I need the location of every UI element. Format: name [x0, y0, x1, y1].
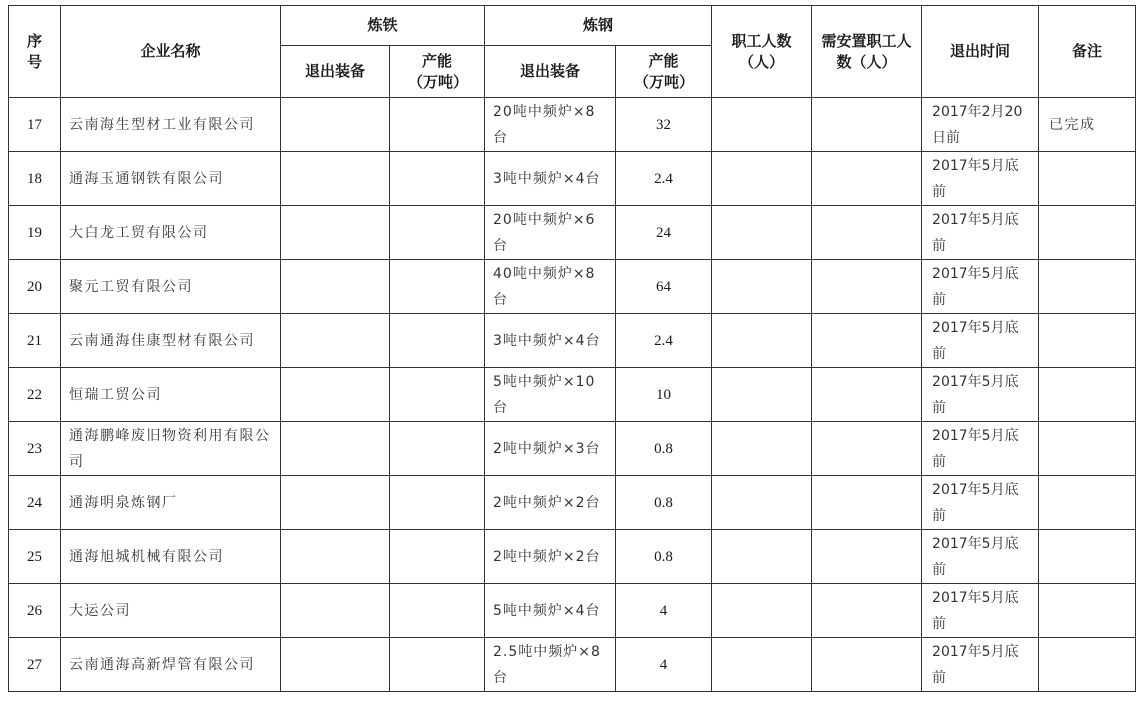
cell-iron-equipment	[281, 368, 390, 422]
cell-steel-capacity: 32	[616, 98, 712, 152]
cell-seq: 23	[9, 422, 61, 476]
table-row	[9, 152, 1136, 206]
cell-resettle	[812, 314, 922, 368]
cell-company: 大运公司	[61, 584, 281, 638]
cell-seq: 20	[9, 260, 61, 314]
cell-workers	[712, 584, 812, 638]
cell-iron-equipment	[281, 638, 390, 692]
cell-workers	[712, 638, 812, 692]
cell-steel-capacity: 0.8	[616, 476, 712, 530]
cell-resettle	[812, 584, 922, 638]
cell-remarks	[1039, 584, 1136, 638]
table-row	[9, 206, 1136, 260]
cell-seq: 21	[9, 314, 61, 368]
cell-resettle	[812, 152, 922, 206]
cell-remarks	[1039, 260, 1136, 314]
cell-exit-time: 2017年5月底前	[922, 422, 1039, 476]
header-seq: 序号	[9, 6, 61, 98]
cell-company: 大白龙工贸有限公司	[61, 206, 281, 260]
cell-exit-time: 2017年5月底前	[922, 206, 1039, 260]
cell-workers	[712, 476, 812, 530]
cell-steel-capacity: 0.8	[616, 422, 712, 476]
cell-seq: 22	[9, 368, 61, 422]
table-row	[9, 584, 1136, 638]
cell-steel-equipment: 5吨中频炉×4台	[485, 584, 616, 638]
cell-steel-equipment: 20吨中频炉×8台	[485, 98, 616, 152]
cell-exit-time: 2017年5月底前	[922, 260, 1039, 314]
cell-exit-time: 2017年5月底前	[922, 368, 1039, 422]
cell-exit-time: 2017年5月底前	[922, 584, 1039, 638]
steel-capacity-exit-table	[8, 5, 1136, 692]
header-row-1	[9, 6, 1136, 46]
cell-iron-equipment	[281, 530, 390, 584]
cell-remarks	[1039, 530, 1136, 584]
cell-iron-capacity	[390, 260, 485, 314]
cell-resettle	[812, 260, 922, 314]
table-row	[9, 260, 1136, 314]
cell-company: 通海明泉炼钢厂	[61, 476, 281, 530]
cell-seq: 26	[9, 584, 61, 638]
table-row	[9, 530, 1136, 584]
cell-iron-equipment	[281, 422, 390, 476]
header-workers: 职工人数（人）	[712, 6, 812, 98]
cell-exit-time: 2017年5月底前	[922, 476, 1039, 530]
cell-remarks: 已完成	[1039, 98, 1136, 152]
cell-iron-capacity	[390, 152, 485, 206]
cell-steel-capacity: 24	[616, 206, 712, 260]
table-row	[9, 422, 1136, 476]
cell-workers	[712, 314, 812, 368]
cell-remarks	[1039, 206, 1136, 260]
cell-company: 恒瑞工贸公司	[61, 368, 281, 422]
cell-seq: 25	[9, 530, 61, 584]
table-row	[9, 98, 1136, 152]
cell-iron-equipment	[281, 314, 390, 368]
cell-steel-equipment: 40吨中频炉×8台	[485, 260, 616, 314]
cell-steel-equipment: 3吨中频炉×4台	[485, 314, 616, 368]
cell-remarks	[1039, 476, 1136, 530]
table-row	[9, 476, 1136, 530]
cell-iron-capacity	[390, 368, 485, 422]
cell-resettle	[812, 98, 922, 152]
cell-iron-capacity	[390, 530, 485, 584]
cell-resettle	[812, 530, 922, 584]
cell-steel-equipment: 5吨中频炉×10台	[485, 368, 616, 422]
cell-exit-time: 2017年5月底前	[922, 314, 1039, 368]
cell-steel-equipment: 3吨中频炉×4台	[485, 152, 616, 206]
cell-company: 云南海生型材工业有限公司	[61, 98, 281, 152]
cell-workers	[712, 422, 812, 476]
cell-iron-equipment	[281, 260, 390, 314]
table-row	[9, 368, 1136, 422]
cell-iron-capacity	[390, 422, 485, 476]
cell-workers	[712, 368, 812, 422]
cell-iron-capacity	[390, 206, 485, 260]
cell-workers	[712, 206, 812, 260]
cell-exit-time: 2017年5月底前	[922, 530, 1039, 584]
cell-steel-capacity: 10	[616, 368, 712, 422]
cell-steel-equipment: 2吨中频炉×3台	[485, 422, 616, 476]
header-remarks: 备注	[1039, 6, 1136, 98]
cell-steel-equipment: 2吨中频炉×2台	[485, 476, 616, 530]
cell-workers	[712, 260, 812, 314]
cell-resettle	[812, 476, 922, 530]
cell-workers	[712, 98, 812, 152]
header-company: 企业名称	[61, 6, 281, 98]
cell-company: 通海旭城机械有限公司	[61, 530, 281, 584]
cell-iron-equipment	[281, 98, 390, 152]
header-resettle: 需安置职工人数（人）	[812, 6, 922, 98]
cell-iron-capacity	[390, 98, 485, 152]
header-steel-capacity: 产能（万吨）	[616, 46, 712, 98]
header-iron-equipment: 退出装备	[281, 46, 390, 98]
table-row	[9, 638, 1136, 692]
cell-iron-capacity	[390, 476, 485, 530]
cell-steel-equipment: 20吨中频炉×6台	[485, 206, 616, 260]
cell-company: 通海鹏峰废旧物资利用有限公司	[61, 422, 281, 476]
cell-seq: 24	[9, 476, 61, 530]
cell-seq: 18	[9, 152, 61, 206]
cell-iron-equipment	[281, 584, 390, 638]
cell-remarks	[1039, 368, 1136, 422]
cell-steel-capacity: 4	[616, 638, 712, 692]
cell-workers	[712, 530, 812, 584]
cell-steel-capacity: 0.8	[616, 530, 712, 584]
cell-exit-time: 2017年2月20日前	[922, 98, 1039, 152]
cell-steel-capacity: 2.4	[616, 314, 712, 368]
cell-steel-equipment: 2.5吨中频炉×8台	[485, 638, 616, 692]
cell-iron-capacity	[390, 638, 485, 692]
header-iron-capacity: 产能（万吨）	[390, 46, 485, 98]
cell-steel-capacity: 64	[616, 260, 712, 314]
cell-remarks	[1039, 422, 1136, 476]
header-iron-group: 炼铁	[281, 6, 485, 46]
cell-resettle	[812, 206, 922, 260]
cell-exit-time: 2017年5月底前	[922, 152, 1039, 206]
cell-iron-capacity	[390, 314, 485, 368]
cell-workers	[712, 152, 812, 206]
header-steel-group: 炼钢	[485, 6, 712, 46]
cell-remarks	[1039, 638, 1136, 692]
cell-seq: 19	[9, 206, 61, 260]
cell-steel-capacity: 4	[616, 584, 712, 638]
cell-iron-equipment	[281, 476, 390, 530]
cell-iron-equipment	[281, 152, 390, 206]
cell-exit-time: 2017年5月底前	[922, 638, 1039, 692]
cell-resettle	[812, 422, 922, 476]
cell-seq: 27	[9, 638, 61, 692]
cell-resettle	[812, 638, 922, 692]
cell-company: 云南通海高新焊管有限公司	[61, 638, 281, 692]
header-steel-equipment: 退出装备	[485, 46, 616, 98]
cell-company: 聚元工贸有限公司	[61, 260, 281, 314]
cell-iron-equipment	[281, 206, 390, 260]
cell-seq: 17	[9, 98, 61, 152]
header-exit-time: 退出时间	[922, 6, 1039, 98]
cell-company: 云南通海佳康型材有限公司	[61, 314, 281, 368]
cell-company: 通海玉通钢铁有限公司	[61, 152, 281, 206]
cell-resettle	[812, 368, 922, 422]
table-row	[9, 314, 1136, 368]
cell-steel-equipment: 2吨中频炉×2台	[485, 530, 616, 584]
cell-iron-capacity	[390, 584, 485, 638]
cell-steel-capacity: 2.4	[616, 152, 712, 206]
cell-remarks	[1039, 314, 1136, 368]
cell-remarks	[1039, 152, 1136, 206]
